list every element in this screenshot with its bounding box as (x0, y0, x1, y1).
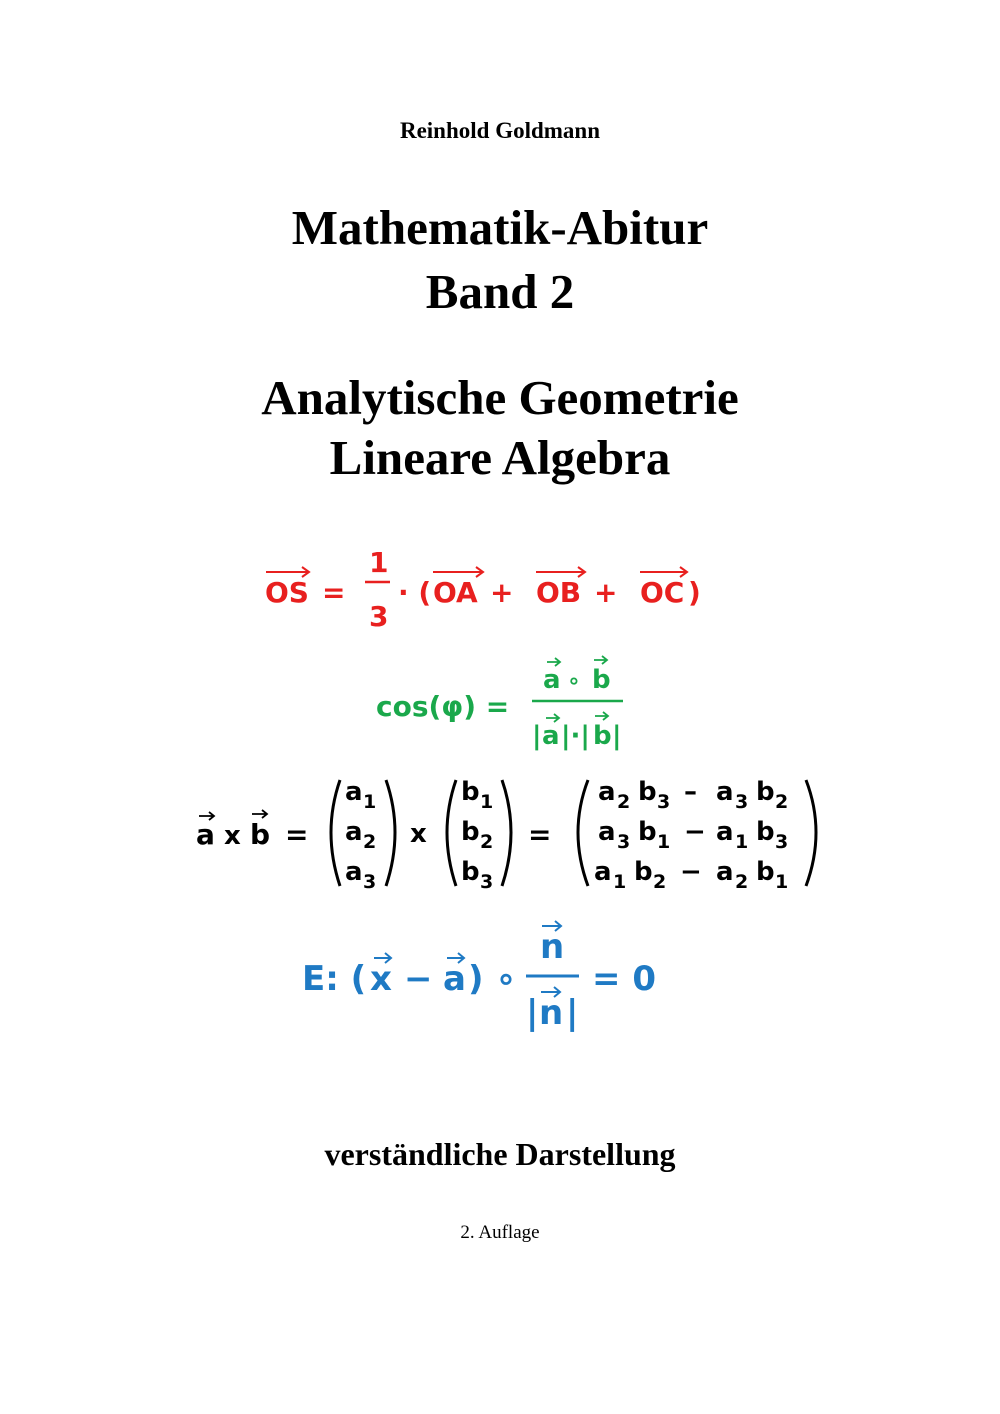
result-entry: a (598, 817, 616, 847)
abs-bar: | (532, 721, 542, 751)
subscript: 2 (480, 831, 494, 853)
result-entry: a (594, 857, 612, 887)
result-entry: b (638, 777, 657, 807)
result-entry: a (716, 857, 734, 887)
subscript: 1 (735, 831, 749, 853)
subscript: 1 (363, 791, 377, 813)
cos-lhs: cos(φ) = (376, 690, 510, 723)
vec-a: a (196, 818, 215, 851)
subscript: 2 (363, 831, 377, 853)
vec-b: b (250, 818, 271, 851)
vec-x: x (370, 959, 392, 999)
plus-sign: + (490, 576, 514, 609)
vector-ob: OB (536, 576, 582, 609)
vector-a-entry: a (345, 817, 363, 847)
cross-product-formula (0, 768, 1000, 903)
volume-label: Band 2 (425, 264, 575, 319)
result-entry: b (634, 857, 653, 887)
subscript: 2 (653, 871, 667, 893)
result-entry: a (598, 777, 616, 807)
centroid-equals: = (322, 576, 346, 609)
minus: − (404, 959, 433, 999)
edition-label: 2. Auflage (460, 1222, 540, 1243)
subscript: 3 (617, 831, 631, 853)
subscript: 1 (775, 871, 789, 893)
vector-a-entry: a (345, 857, 363, 887)
subtitle-algebra: Lineare Algebra (329, 430, 671, 485)
right-paren (806, 780, 816, 886)
vec-b: b (593, 721, 612, 751)
arrow-icon (252, 810, 267, 818)
subscript: 3 (775, 831, 789, 853)
equals: = (528, 818, 552, 851)
subscript: 3 (657, 791, 671, 813)
cross-sign: x (224, 821, 241, 851)
result-entry: a (716, 777, 734, 807)
minus-sign: − (684, 817, 706, 847)
vec-n: n (540, 927, 565, 967)
subscript: 1 (613, 871, 627, 893)
subscript: 3 (363, 871, 377, 893)
abs-bar: | (566, 993, 579, 1033)
cross-result-column (594, 777, 788, 893)
abs-dot: |·| (561, 721, 590, 751)
dot-paren: · ( (398, 576, 432, 609)
vector-oc: OC (640, 576, 685, 609)
plus-sign: + (594, 576, 618, 609)
tagline: verständliche Darstellung (324, 1136, 676, 1172)
vector-a-entry: a (345, 777, 363, 807)
minus-sign: − (680, 857, 702, 887)
arrow-icon (594, 656, 607, 664)
result-entry: b (638, 817, 657, 847)
close-op: ) ∘ (468, 959, 517, 999)
fraction-denominator: 3 (369, 600, 389, 633)
centroid-lhs: OS (265, 576, 309, 609)
result-entry: b (756, 777, 775, 807)
vec-a: a (543, 665, 561, 695)
result-entry: b (756, 817, 775, 847)
result-entry: a (716, 817, 734, 847)
cross-sign: x (410, 819, 427, 849)
left-paren (447, 780, 456, 886)
abs-bar: | (526, 993, 539, 1033)
result-entry: b (756, 857, 775, 887)
book-title: Mathematik-Abitur (291, 200, 709, 255)
vector-oa: OA (433, 576, 478, 609)
subscript: 3 (480, 871, 494, 893)
close-paren: ) (688, 576, 701, 609)
plane-formula (0, 918, 1000, 1043)
vec-n: n (539, 993, 564, 1033)
subscript: 3 (735, 791, 749, 813)
subscript: 2 (617, 791, 631, 813)
vector-b-entry: b (461, 857, 480, 887)
subscript: 2 (775, 791, 789, 813)
abs-bar: | (612, 721, 622, 751)
right-paren (502, 780, 511, 886)
minus-sign: – (684, 777, 697, 807)
equals: = (285, 818, 309, 851)
plane-label: E: ( (302, 959, 367, 999)
centroid-formula (0, 530, 1000, 640)
scalar-op: ∘ (567, 669, 581, 694)
vec-a: a (542, 721, 560, 751)
arrow-icon (595, 712, 608, 720)
vec-b: b (592, 665, 611, 695)
subscript: 2 (735, 871, 749, 893)
vector-b-entry: b (461, 817, 480, 847)
subtitle-geometry: Analytische Geometrie (261, 370, 739, 425)
subscript: 1 (480, 791, 494, 813)
fraction-numerator: 1 (369, 546, 389, 579)
right-paren (386, 780, 395, 886)
vector-b-entry: b (461, 777, 480, 807)
vec-a: a (443, 959, 466, 999)
plane-rhs: = 0 (592, 959, 656, 999)
angle-formula (0, 650, 1000, 760)
subscript: 1 (657, 831, 671, 853)
left-paren (331, 780, 340, 886)
left-paren (578, 780, 588, 886)
author-name: Reinhold Goldmann (399, 118, 601, 143)
